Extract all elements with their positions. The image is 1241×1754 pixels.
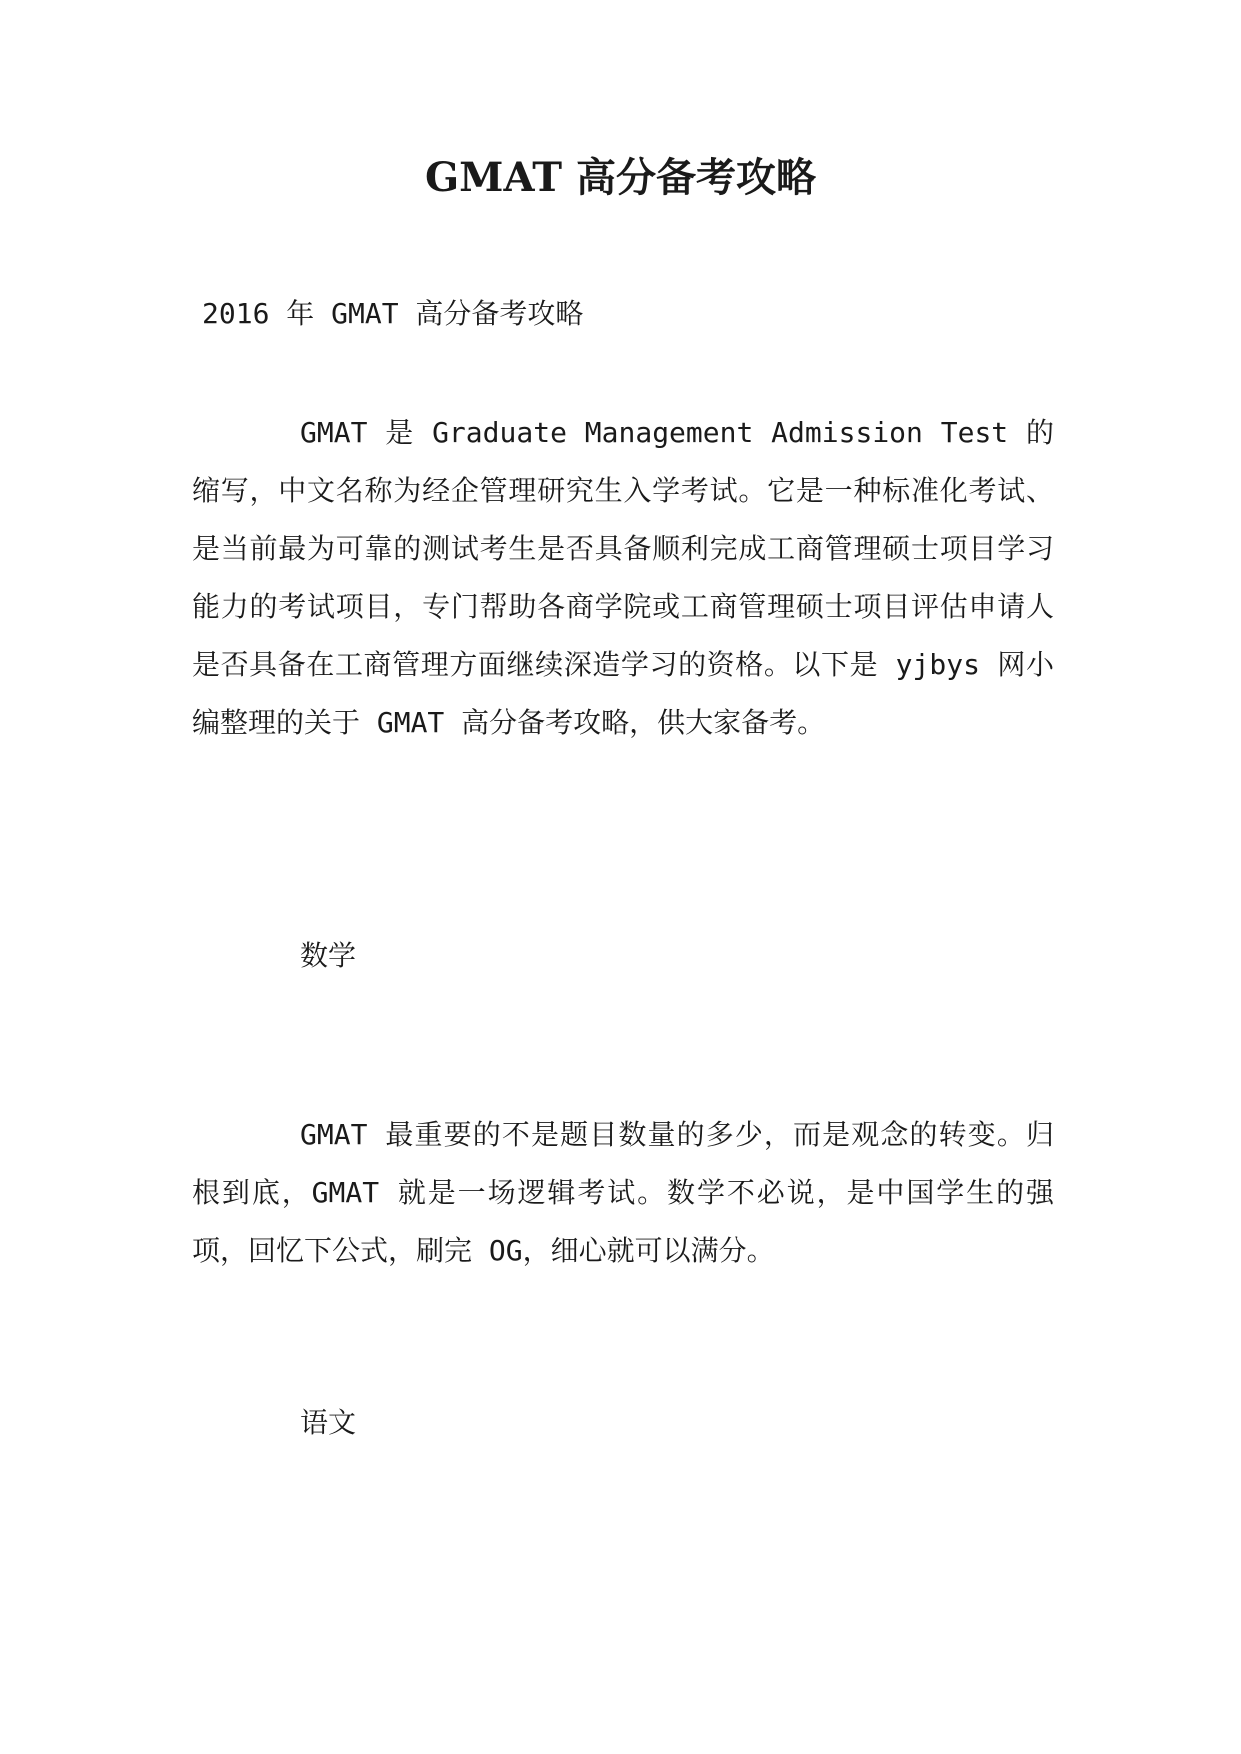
document-subtitle: 2016 年 GMAT 高分备考攻略 bbox=[202, 297, 584, 330]
document-title: GMAT 高分备考攻略 bbox=[425, 154, 816, 201]
section-heading-math: 数学 bbox=[300, 939, 357, 972]
section-heading-chinese: 语文 bbox=[300, 1406, 357, 1439]
intro-paragraph: GMAT 是 Graduate Management Admission Test 的缩写，中文名称为经企管理研究生入学考试。它是一种标准化考试、是当前最为可靠的测试考生是否具备顺利完成工商管理硕士项目学习能力的考试项目，专门帮助各商学院或工商管理硕士项目评估申请人是否具备在工商管理方面继续深造学习的资格。以下是 yjbys 网小编整理的关于 GMAT 高分备考攻略，供大家备考。 bbox=[192, 416, 1054, 739]
section-paragraph-math: GMAT 最重要的不是题目数量的多少，而是观念的转变。归根到底，GMAT 就是一场逻辑考试。数学不必说，是中国学生的强项，回忆下公式，刷完 OG，细心就可以满分。 bbox=[192, 1118, 1054, 1267]
